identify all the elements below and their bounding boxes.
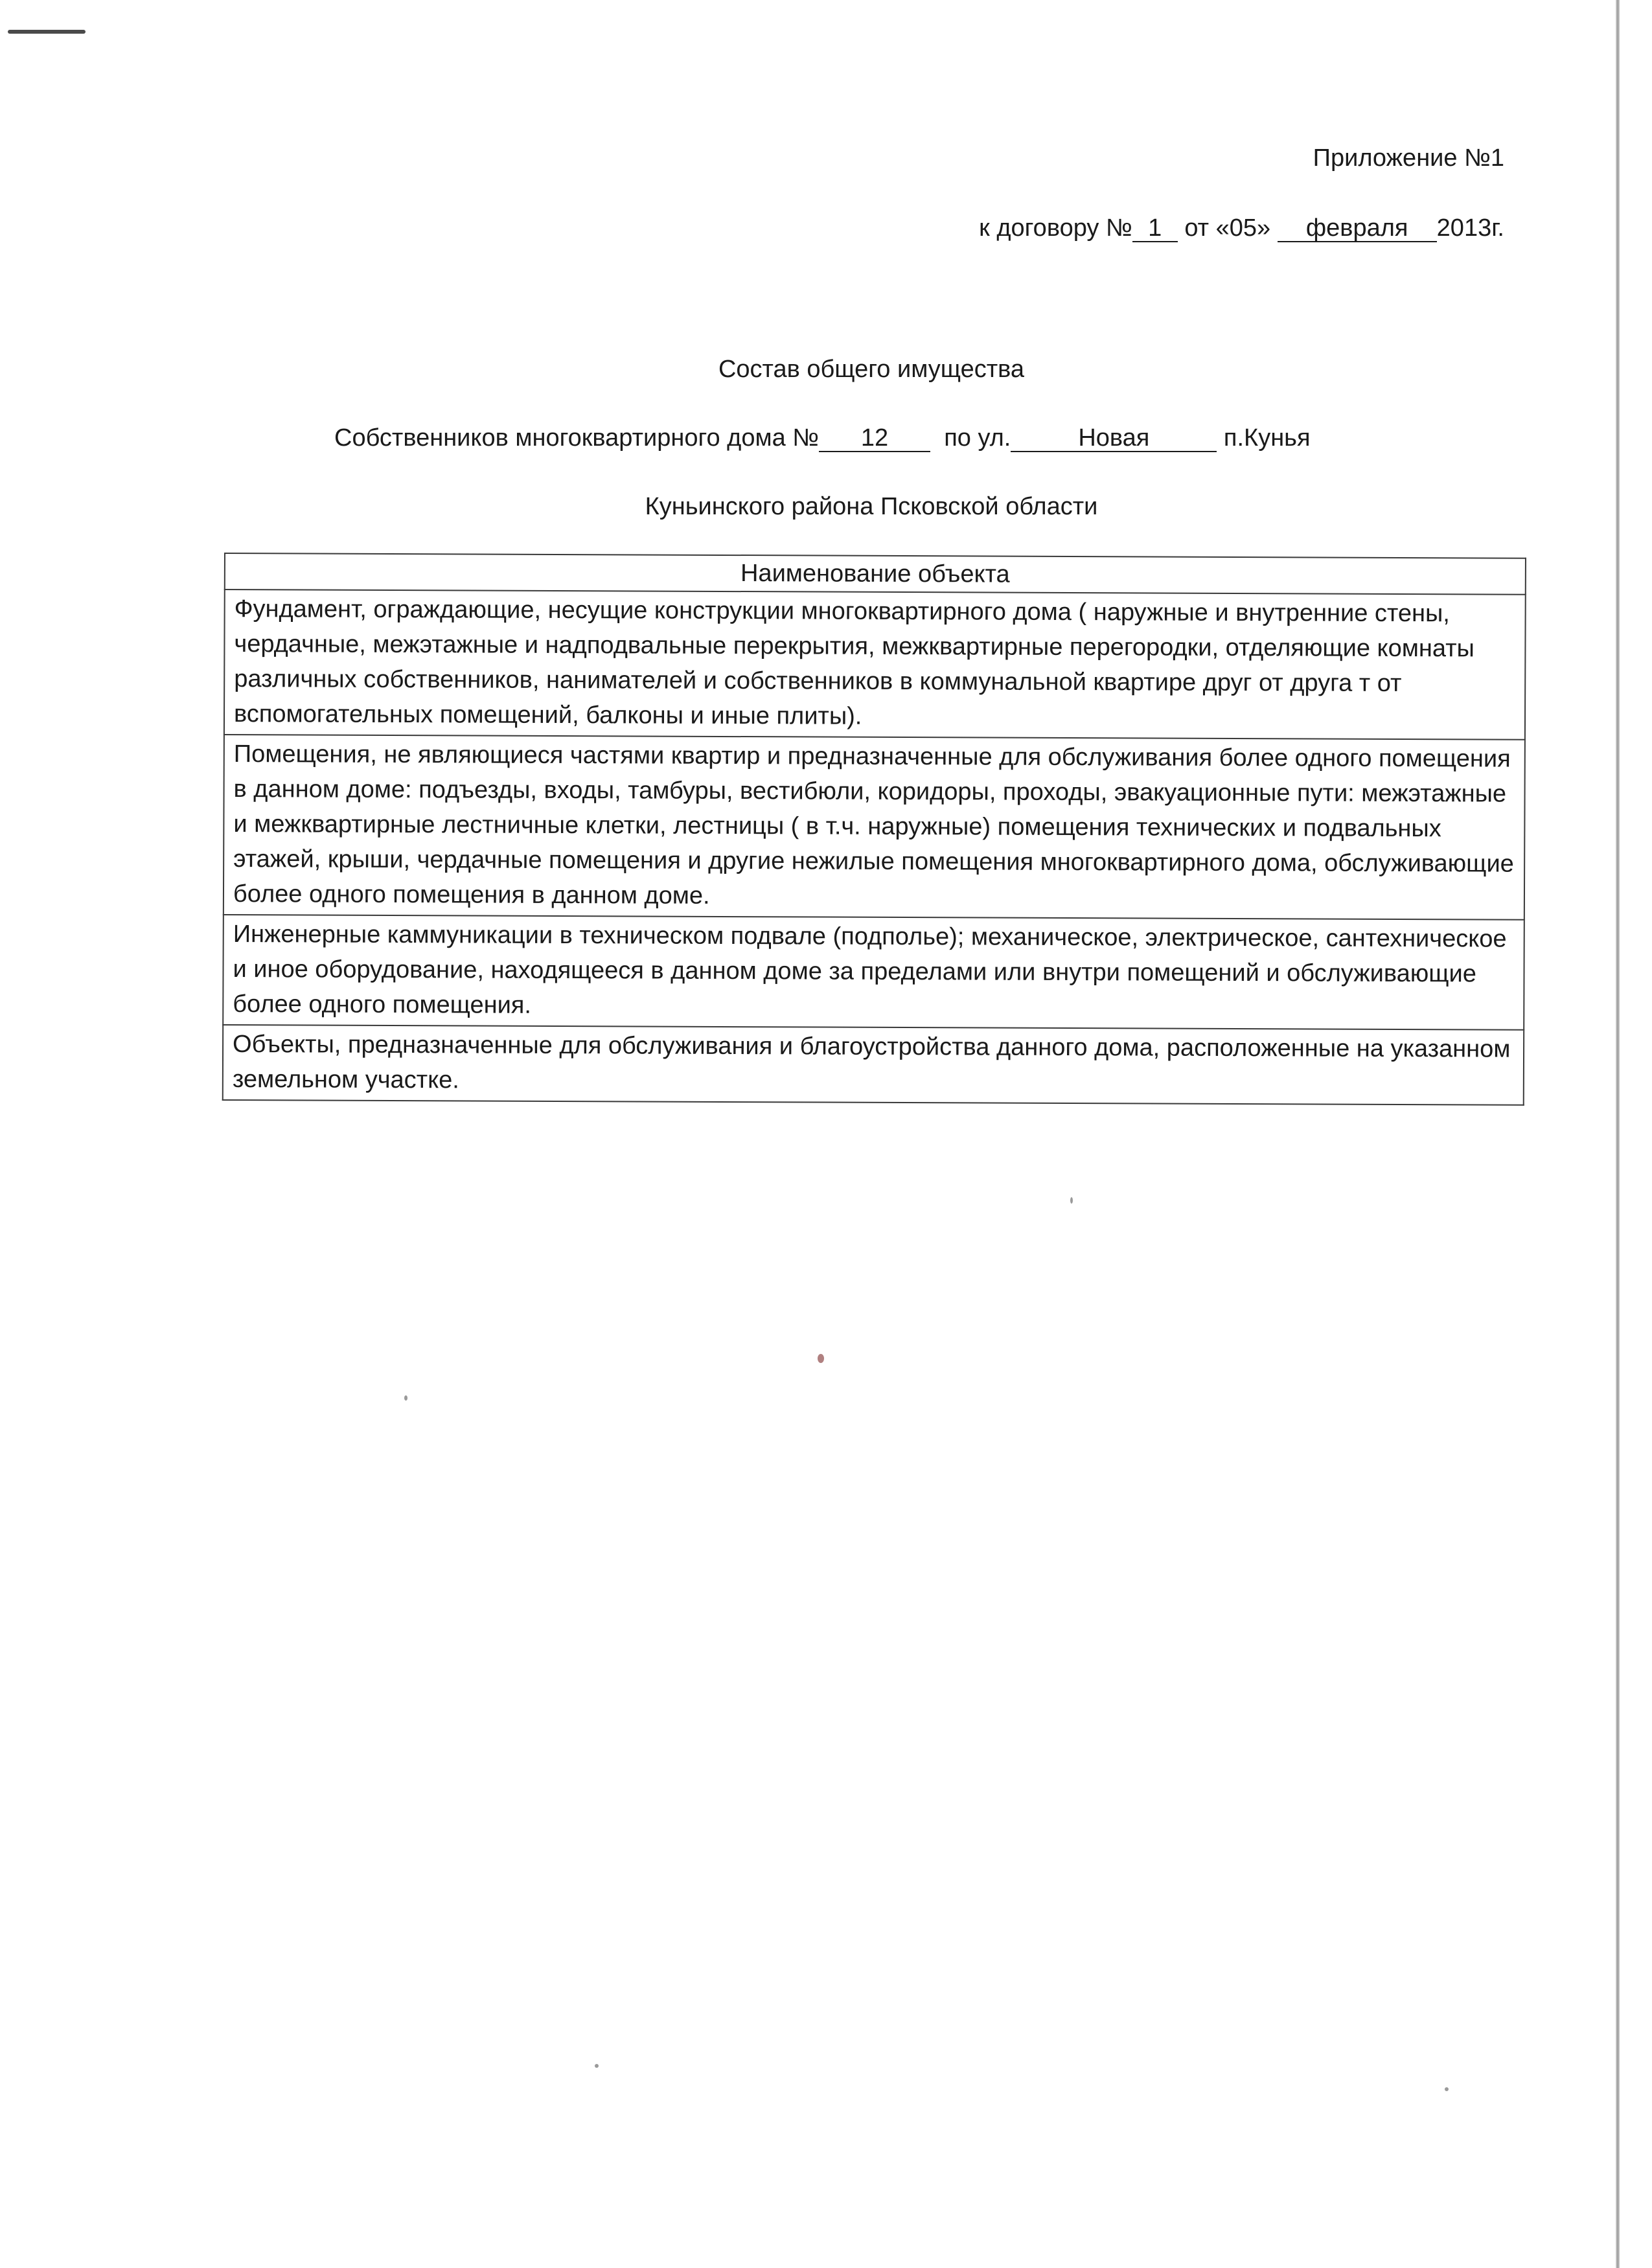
contract-prefix: к договору №: [979, 214, 1132, 242]
house-number: 12: [819, 425, 930, 452]
table-header-cell: Наименование объекта: [225, 553, 1526, 595]
scan-edge-mark: [8, 30, 86, 34]
settlement-name: п.Кунья: [1223, 424, 1311, 452]
table-cell: Помещения, не являющиеся частями квартир и предназначенные для обслуживания более одного помещения в данном доме: подъезды, входы, тамбуры, вестибюли, коридоры, проходы, эвакуационные пути: межэтажные и межквартирные лестничные клетки, лестницы ( в т.ч. наружные) помещения технических и подвальных этажей, крыши, чердачные помещения и другие нежилые помещения многоквартирного дома, обслуживающие более одного помещения в данном доме.: [224, 735, 1525, 920]
region-line: Куньинского района Псковской области: [645, 493, 1098, 520]
contract-year: 2013г.: [1436, 214, 1504, 242]
table-cell: Фундамент, ограждающие, несущие конструкции многоквартирного дома ( наружные и внутренние стены, чердачные, межэтажные и надподвальные перекрытия, межквартирные перегородки, отделяющие комнаты различных собственников, нанимателей и собственников в коммунальной квартире друг от друга т от вспомогательных помещений, балконы и иные плиты).: [224, 590, 1526, 740]
table-row: [223, 1025, 1524, 1105]
contract-date-prefix: от «05»: [1184, 214, 1271, 242]
table-row: [224, 735, 1525, 920]
scan-speck: [595, 2064, 599, 2068]
table-header-row: [225, 553, 1526, 595]
table-row: [224, 590, 1526, 740]
owners-line: [334, 422, 1311, 453]
scan-speck: [1070, 1197, 1073, 1204]
scan-speck: [1445, 2087, 1449, 2091]
owners-prefix: Собственников многоквартирного дома №: [334, 424, 820, 452]
annex-title: Приложение №1: [1313, 144, 1504, 172]
table-cell: Объекты, предназначенные для обслуживания и благоустройства данного дома, расположенные на указанном земельном участке.: [223, 1025, 1524, 1105]
table-cell: Инженерные каммуникации в техническом подвале (подполье); механическое, электрическое, сантехническое и иное оборудование, находящееся в данном доме за пределами или внутри помещений и обслуживающие более одного помещения.: [223, 915, 1524, 1030]
street-name: Новая: [1011, 425, 1217, 452]
table-row: [223, 915, 1524, 1030]
document-title: Состав общего имущества: [718, 356, 1025, 383]
property-table: [222, 553, 1526, 1106]
scan-page-edge: [1616, 0, 1620, 2268]
contract-month: февраля: [1278, 215, 1437, 242]
street-prefix: по ул.: [944, 424, 1011, 452]
contract-reference: [979, 212, 1504, 244]
scan-speck: [404, 1395, 407, 1401]
contract-number: 1: [1132, 215, 1178, 242]
scan-speck: [818, 1354, 824, 1363]
